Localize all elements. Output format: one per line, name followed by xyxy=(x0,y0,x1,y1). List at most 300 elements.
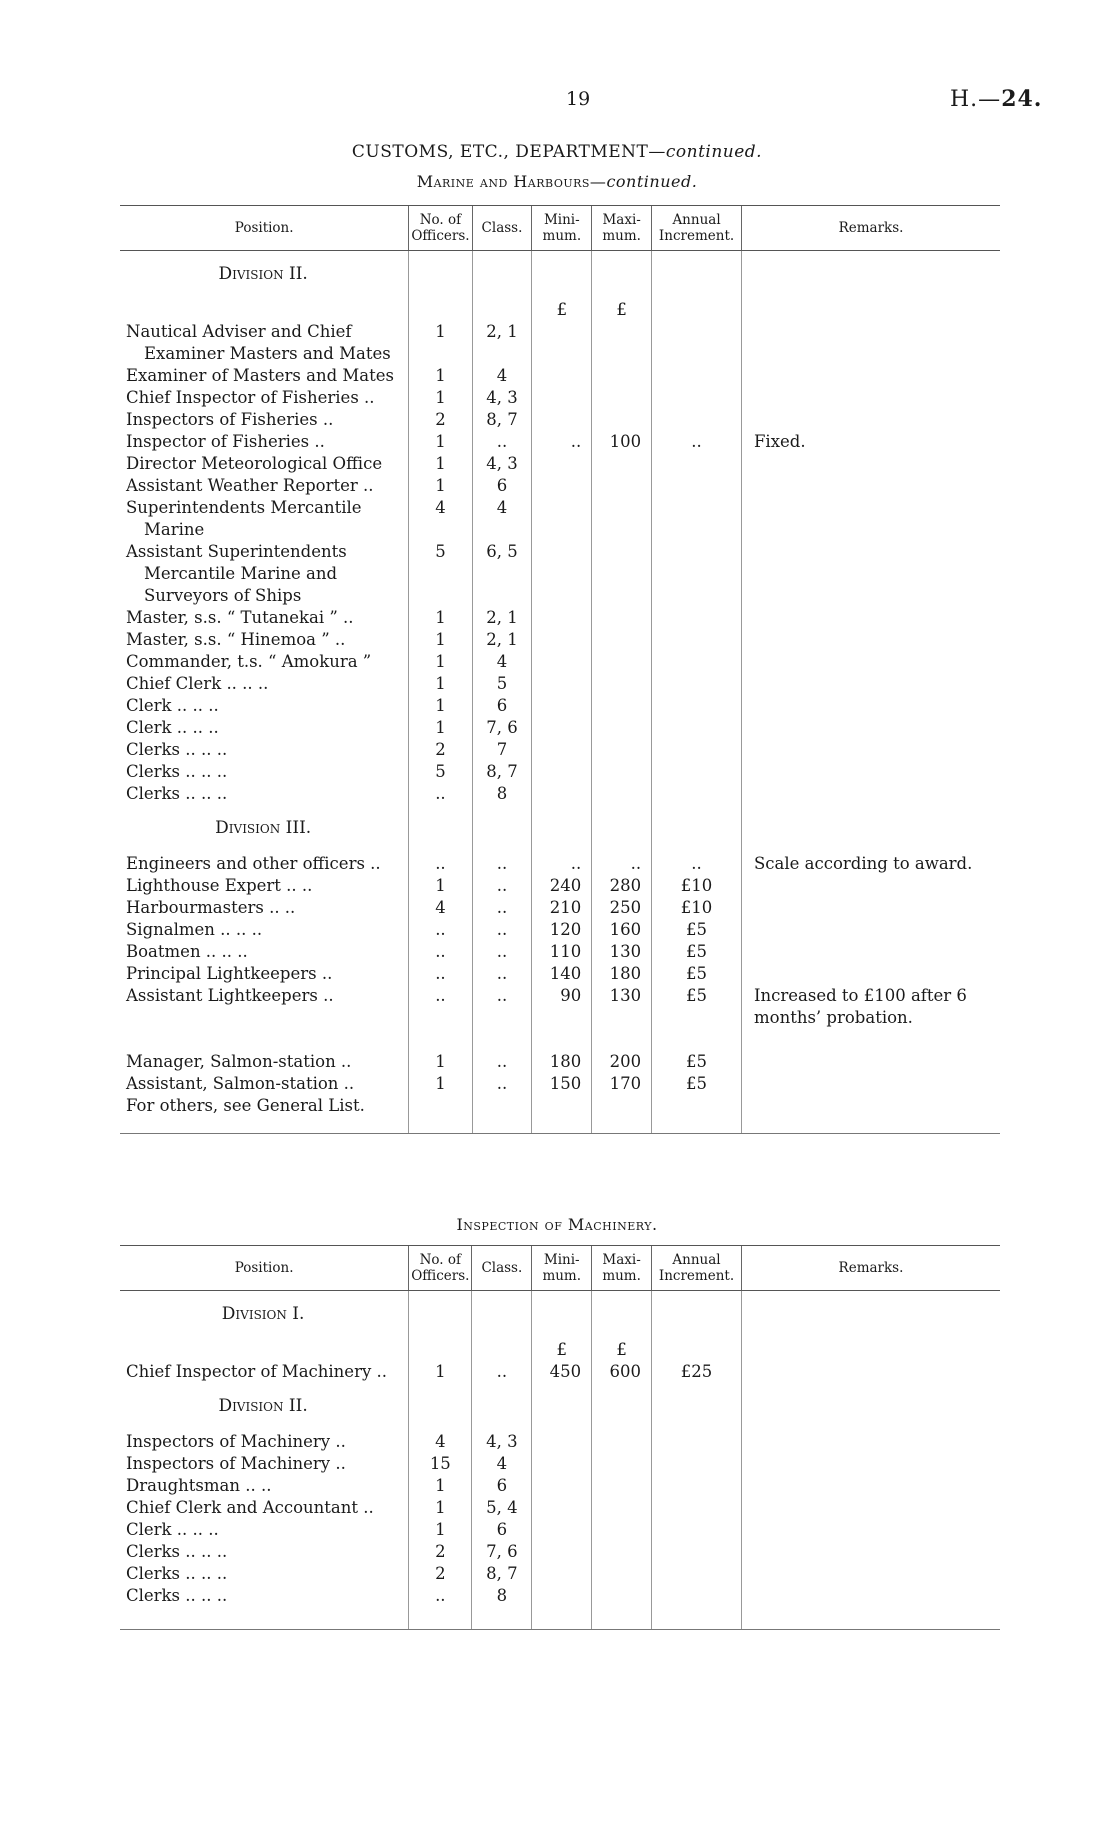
increment-cell xyxy=(652,1453,742,1475)
increment-cell xyxy=(652,321,742,365)
position-text: Lighthouse Expert .. .. xyxy=(126,876,313,895)
currency-maximum: £ xyxy=(592,1339,652,1361)
table-row xyxy=(120,629,1000,651)
remarks-cell xyxy=(741,409,1000,431)
increment-cell: £5 xyxy=(652,919,742,941)
increment-cell: £25 xyxy=(652,1361,742,1383)
table-row xyxy=(120,607,1000,629)
position-cell xyxy=(120,453,409,475)
minimum-cell: 140 xyxy=(532,963,592,985)
minimum-cell xyxy=(532,1453,592,1475)
maximum-cell xyxy=(592,1453,652,1475)
position-cell xyxy=(120,985,409,1029)
officers-cell: 1 xyxy=(409,387,472,409)
position-cell xyxy=(120,1497,409,1519)
table-row xyxy=(120,1563,1000,1585)
class-cell: .. xyxy=(472,941,532,963)
officers-cell: 15 xyxy=(409,1453,472,1475)
table-row xyxy=(120,497,1000,541)
position-text: Director Meteorological Office xyxy=(126,454,383,473)
increment-cell xyxy=(652,607,742,629)
remarks-cell xyxy=(741,761,1000,783)
table-row xyxy=(120,541,1000,607)
remarks-cell xyxy=(741,475,1000,497)
increment-cell: £5 xyxy=(652,963,742,985)
table-row xyxy=(120,761,1000,783)
maximum-cell xyxy=(592,651,652,673)
increment-cell xyxy=(652,1541,742,1563)
maximum-cell xyxy=(592,1475,652,1497)
maximum-cell xyxy=(592,673,652,695)
minimum-cell xyxy=(532,1541,592,1563)
table-row xyxy=(120,1453,1000,1475)
maximum-cell: 200 xyxy=(592,1051,652,1073)
department-title-continued: continued. xyxy=(665,142,763,162)
remarks-cell xyxy=(741,497,1000,541)
officers-cell: .. xyxy=(409,783,472,805)
remarks-cell xyxy=(741,1475,1000,1497)
minimum-cell xyxy=(532,651,592,673)
class-cell: 4 xyxy=(472,497,532,541)
officers-cell: 1 xyxy=(409,1475,472,1497)
document-reference-prefix: H.— xyxy=(950,87,1002,112)
remarks-cell xyxy=(741,1051,1000,1073)
minimum-cell xyxy=(532,453,592,475)
position-text: Assistant, Salmon-station .. xyxy=(126,1074,355,1093)
position-text: Clerk .. .. .. xyxy=(126,718,219,737)
table-row xyxy=(120,431,1000,453)
increment-cell xyxy=(652,629,742,651)
minimum-cell: 240 xyxy=(532,875,592,897)
maximum-cell xyxy=(592,1431,652,1453)
minimum-cell xyxy=(532,365,592,387)
position-cell xyxy=(120,673,409,695)
section-subtitle xyxy=(0,172,1114,191)
class-cell: 4 xyxy=(472,651,532,673)
table-row xyxy=(120,941,1000,963)
table-header-row xyxy=(120,1246,1000,1291)
division-heading: Division I. xyxy=(221,1304,305,1324)
division-heading: Division II. xyxy=(218,1396,308,1416)
minimum-cell xyxy=(532,1431,592,1453)
position-cell xyxy=(120,541,409,607)
division-heading-row xyxy=(120,251,1000,300)
position-text: Master, s.s. “ Hinemoa ” .. xyxy=(126,630,346,649)
division-heading-row xyxy=(120,805,1000,853)
minimum-cell xyxy=(532,409,592,431)
remarks-cell xyxy=(741,1361,1000,1383)
column-header-increment: Annual Increment. xyxy=(652,1246,742,1291)
increment-cell xyxy=(652,761,742,783)
position-cell xyxy=(120,1073,409,1095)
remarks-cell xyxy=(741,1563,1000,1585)
minimum-cell xyxy=(532,673,592,695)
officers-cell: 2 xyxy=(409,739,472,761)
maximum-cell xyxy=(592,761,652,783)
remarks-cell: Fixed. xyxy=(741,431,1000,453)
position-text: Master, s.s. “ Tutanekai ” .. xyxy=(126,608,354,627)
document-reference-number: 24. xyxy=(1001,86,1043,112)
maximum-cell: 180 xyxy=(592,963,652,985)
maximum-cell xyxy=(592,1563,652,1585)
officers-cell: .. xyxy=(409,985,472,1029)
table-row xyxy=(120,1519,1000,1541)
remarks-cell xyxy=(741,1541,1000,1563)
remarks-cell xyxy=(741,739,1000,761)
minimum-cell xyxy=(532,1585,592,1607)
minimum-cell: .. xyxy=(532,853,592,875)
minimum-cell xyxy=(532,1497,592,1519)
currency-minimum: £ xyxy=(532,1339,592,1361)
class-cell: 5, 4 xyxy=(472,1497,532,1519)
position-cell xyxy=(120,1361,409,1383)
position-text: Clerks .. .. .. xyxy=(126,784,228,803)
position-cell xyxy=(120,607,409,629)
maximum-cell xyxy=(592,629,652,651)
marine-harbours-table xyxy=(120,205,1000,1134)
table-row xyxy=(120,1051,1000,1073)
division-heading: Division III. xyxy=(215,818,312,838)
remarks-cell xyxy=(741,1073,1000,1095)
position-cell xyxy=(120,1453,409,1475)
increment-cell xyxy=(652,1563,742,1585)
minimum-cell xyxy=(532,783,592,805)
increment-cell: £5 xyxy=(652,1073,742,1095)
section-subtitle-continued: continued. xyxy=(606,172,698,191)
position-text: Signalmen .. .. .. xyxy=(126,920,263,939)
table-row xyxy=(120,963,1000,985)
class-cell: 6 xyxy=(472,1475,532,1497)
table-row xyxy=(120,1475,1000,1497)
minimum-cell: 450 xyxy=(532,1361,592,1383)
increment-cell: £5 xyxy=(652,985,742,1029)
maximum-cell: 600 xyxy=(592,1361,652,1383)
remarks-cell xyxy=(741,919,1000,941)
remarks-cell xyxy=(741,607,1000,629)
position-text: Inspectors of Machinery .. xyxy=(126,1432,346,1451)
position-cell xyxy=(120,1585,409,1607)
table-row xyxy=(120,695,1000,717)
position-text: Inspectors of Fisheries .. xyxy=(126,410,334,429)
increment-cell: £10 xyxy=(652,875,742,897)
table-row xyxy=(120,1361,1000,1383)
remarks-cell xyxy=(741,783,1000,805)
officers-cell: 1 xyxy=(409,1073,472,1095)
maximum-cell: 280 xyxy=(592,875,652,897)
remarks-cell xyxy=(741,717,1000,739)
remarks-cell xyxy=(741,1497,1000,1519)
remarks-cell xyxy=(741,629,1000,651)
position-text: Harbourmasters .. .. xyxy=(126,898,296,917)
class-cell: .. xyxy=(472,897,532,919)
machinery-title: Inspection of Machinery. xyxy=(456,1215,658,1234)
minimum-cell: 150 xyxy=(532,1073,592,1095)
column-header-minimum: Mini- mum. xyxy=(532,1246,592,1291)
class-cell: 7, 6 xyxy=(472,717,532,739)
increment-cell xyxy=(652,409,742,431)
maximum-cell xyxy=(592,783,652,805)
division-heading: Division II. xyxy=(218,264,308,284)
minimum-cell xyxy=(532,1563,592,1585)
increment-cell: £5 xyxy=(652,941,742,963)
remarks-cell xyxy=(741,387,1000,409)
position-text: Clerks .. .. .. xyxy=(126,1542,228,1561)
maximum-cell: 160 xyxy=(592,919,652,941)
officers-cell: 4 xyxy=(409,1431,472,1453)
class-cell: 5 xyxy=(472,673,532,695)
column-header-position: Position. xyxy=(120,1246,409,1291)
increment-cell xyxy=(652,673,742,695)
position-cell xyxy=(120,963,409,985)
officers-cell: 1 xyxy=(409,673,472,695)
position-cell xyxy=(120,761,409,783)
class-cell: 8 xyxy=(472,1585,532,1607)
document-reference xyxy=(950,86,1042,112)
position-text: Chief Inspector of Machinery .. xyxy=(126,1362,388,1381)
position-cell xyxy=(120,321,409,365)
division-heading-row xyxy=(120,1383,1000,1431)
increment-cell xyxy=(652,1585,742,1607)
position-cell xyxy=(120,387,409,409)
table-row xyxy=(120,739,1000,761)
increment-cell xyxy=(652,1497,742,1519)
maximum-cell xyxy=(592,1585,652,1607)
remarks-cell xyxy=(741,365,1000,387)
position-text: Clerk .. .. .. xyxy=(126,1520,219,1539)
column-header-officers: No. of Officers. xyxy=(409,206,472,251)
position-text: Chief Clerk and Accountant .. xyxy=(126,1498,374,1517)
position-cell xyxy=(120,431,409,453)
table-row xyxy=(120,783,1000,805)
class-cell: 4, 3 xyxy=(472,453,532,475)
table-row xyxy=(120,875,1000,897)
column-header-position: Position. xyxy=(120,206,409,251)
position-text: Boatmen .. .. .. xyxy=(126,942,248,961)
officers-cell: 5 xyxy=(409,761,472,783)
position-cell xyxy=(120,475,409,497)
position-cell xyxy=(120,695,409,717)
machinery-table xyxy=(120,1245,1000,1630)
maximum-cell: 250 xyxy=(592,897,652,919)
maximum-cell xyxy=(592,717,652,739)
maximum-cell xyxy=(592,607,652,629)
position-cell xyxy=(120,739,409,761)
position-cell xyxy=(120,409,409,431)
table-row xyxy=(120,365,1000,387)
position-cell xyxy=(120,1563,409,1585)
position-text: Assistant Lightkeepers .. xyxy=(126,986,334,1005)
position-cell xyxy=(120,1051,409,1073)
column-header-maximum: Maxi- mum. xyxy=(592,206,652,251)
increment-cell xyxy=(652,365,742,387)
position-cell xyxy=(120,1541,409,1563)
officers-cell: 2 xyxy=(409,409,472,431)
increment-cell xyxy=(652,739,742,761)
class-cell: .. xyxy=(472,875,532,897)
minimum-cell: 120 xyxy=(532,919,592,941)
position-text: Examiner of Masters and Mates xyxy=(126,366,394,385)
class-cell: .. xyxy=(472,1051,532,1073)
spacer-row xyxy=(120,1029,1000,1051)
class-cell: 6 xyxy=(472,1519,532,1541)
remarks-cell xyxy=(741,1519,1000,1541)
remarks-cell xyxy=(741,673,1000,695)
officers-cell: .. xyxy=(409,919,472,941)
increment-cell: .. xyxy=(652,431,742,453)
table-row xyxy=(120,387,1000,409)
position-text: Chief Clerk .. .. .. xyxy=(126,674,269,693)
remarks-cell: Increased to £100 after 6 months’ probation. xyxy=(741,985,1000,1029)
maximum-cell xyxy=(592,321,652,365)
increment-cell xyxy=(652,651,742,673)
minimum-cell: 180 xyxy=(532,1051,592,1073)
position-cell xyxy=(120,941,409,963)
table-row xyxy=(120,453,1000,475)
class-cell: 8, 7 xyxy=(472,409,532,431)
minimum-cell: 90 xyxy=(532,985,592,1029)
position-cell xyxy=(120,853,409,875)
column-header-class: Class. xyxy=(472,206,532,251)
minimum-cell: .. xyxy=(532,431,592,453)
maximum-cell: .. xyxy=(592,853,652,875)
maximum-cell: 130 xyxy=(592,941,652,963)
officers-cell: 1 xyxy=(409,453,472,475)
officers-cell: 1 xyxy=(409,875,472,897)
department-title-text: CUSTOMS, ETC., DEPARTMENT— xyxy=(351,142,666,162)
remarks-cell xyxy=(741,941,1000,963)
table-row xyxy=(120,1541,1000,1563)
minimum-cell: 110 xyxy=(532,941,592,963)
maximum-cell: 130 xyxy=(592,985,652,1029)
officers-cell: 1 xyxy=(409,717,472,739)
table-row xyxy=(120,919,1000,941)
maximum-cell xyxy=(592,541,652,607)
position-cell xyxy=(120,1431,409,1453)
maximum-cell xyxy=(592,739,652,761)
remarks-cell xyxy=(741,1431,1000,1453)
table-row xyxy=(120,673,1000,695)
division-heading-row xyxy=(120,1291,1000,1340)
officers-cell: .. xyxy=(409,853,472,875)
position-text: Principal Lightkeepers .. xyxy=(126,964,333,983)
position-cell xyxy=(120,629,409,651)
officers-cell: 5 xyxy=(409,541,472,607)
position-cell xyxy=(120,651,409,673)
maximum-cell xyxy=(592,1497,652,1519)
class-cell: 6, 5 xyxy=(472,541,532,607)
maximum-cell xyxy=(592,453,652,475)
position-cell xyxy=(120,919,409,941)
officers-cell: 1 xyxy=(409,365,472,387)
column-header-officers: No. of Officers. xyxy=(409,1246,472,1291)
increment-cell xyxy=(652,475,742,497)
position-text: Assistant Weather Reporter .. xyxy=(126,476,374,495)
class-cell: 4, 3 xyxy=(472,387,532,409)
remarks-cell xyxy=(741,1453,1000,1475)
maximum-cell xyxy=(592,365,652,387)
officers-cell: 1 xyxy=(409,321,472,365)
officers-cell: .. xyxy=(409,1585,472,1607)
remarks-cell xyxy=(741,897,1000,919)
minimum-cell xyxy=(532,1519,592,1541)
column-header-minimum: Mini- mum. xyxy=(532,206,592,251)
class-cell: 7, 6 xyxy=(472,1541,532,1563)
minimum-cell xyxy=(532,695,592,717)
class-cell: 2, 1 xyxy=(472,629,532,651)
position-text: Inspector of Fisheries .. xyxy=(126,432,325,451)
class-cell: .. xyxy=(472,431,532,453)
note-row xyxy=(120,1095,1000,1134)
maximum-cell xyxy=(592,1519,652,1541)
minimum-cell: 210 xyxy=(532,897,592,919)
remarks-cell xyxy=(741,963,1000,985)
class-cell: 2, 1 xyxy=(472,321,532,365)
table-row xyxy=(120,1497,1000,1519)
remarks-cell xyxy=(741,651,1000,673)
maximum-cell: 100 xyxy=(592,431,652,453)
officers-cell: 1 xyxy=(409,1497,472,1519)
position-cell xyxy=(120,1519,409,1541)
remarks-cell xyxy=(741,321,1000,365)
remarks-cell xyxy=(741,541,1000,607)
minimum-cell xyxy=(532,475,592,497)
remarks-cell xyxy=(741,1585,1000,1607)
minimum-cell xyxy=(532,739,592,761)
class-cell: 8 xyxy=(472,783,532,805)
class-cell: 8, 7 xyxy=(472,761,532,783)
minimum-cell xyxy=(532,541,592,607)
increment-cell: £10 xyxy=(652,897,742,919)
class-cell: 6 xyxy=(472,695,532,717)
maximum-cell xyxy=(592,475,652,497)
position-cell xyxy=(120,717,409,739)
column-header-remarks: Remarks. xyxy=(741,1246,1000,1291)
remarks-cell: Scale according to award. xyxy=(741,853,1000,875)
table-row xyxy=(120,409,1000,431)
position-text: Clerks .. .. .. xyxy=(126,762,228,781)
minimum-cell xyxy=(532,761,592,783)
position-text: Clerk .. .. .. xyxy=(126,696,219,715)
maximum-cell xyxy=(592,409,652,431)
class-cell: .. xyxy=(472,985,532,1029)
officers-cell: .. xyxy=(409,963,472,985)
table-row xyxy=(120,717,1000,739)
class-cell: 4 xyxy=(472,365,532,387)
minimum-cell xyxy=(532,607,592,629)
page-number: 19 xyxy=(566,88,591,110)
position-text: Draughtsman .. .. xyxy=(126,1476,272,1495)
officers-cell: 2 xyxy=(409,1541,472,1563)
officers-cell: 1 xyxy=(409,607,472,629)
currency-row xyxy=(120,1339,1000,1361)
increment-cell: £5 xyxy=(652,1051,742,1073)
minimum-cell xyxy=(532,629,592,651)
table-row xyxy=(120,985,1000,1029)
increment-cell xyxy=(652,1431,742,1453)
remarks-cell xyxy=(741,875,1000,897)
position-text: Clerks .. .. .. xyxy=(126,740,228,759)
position-cell xyxy=(120,365,409,387)
class-cell: 4, 3 xyxy=(472,1431,532,1453)
position-text: Inspectors of Machinery .. xyxy=(126,1454,346,1473)
position-cell xyxy=(120,897,409,919)
class-cell: .. xyxy=(472,1361,532,1383)
increment-cell xyxy=(652,387,742,409)
column-header-class: Class. xyxy=(472,1246,532,1291)
increment-cell xyxy=(652,453,742,475)
position-text: Clerks .. .. .. xyxy=(126,1586,228,1605)
position-text: Engineers and other officers .. xyxy=(126,854,381,873)
